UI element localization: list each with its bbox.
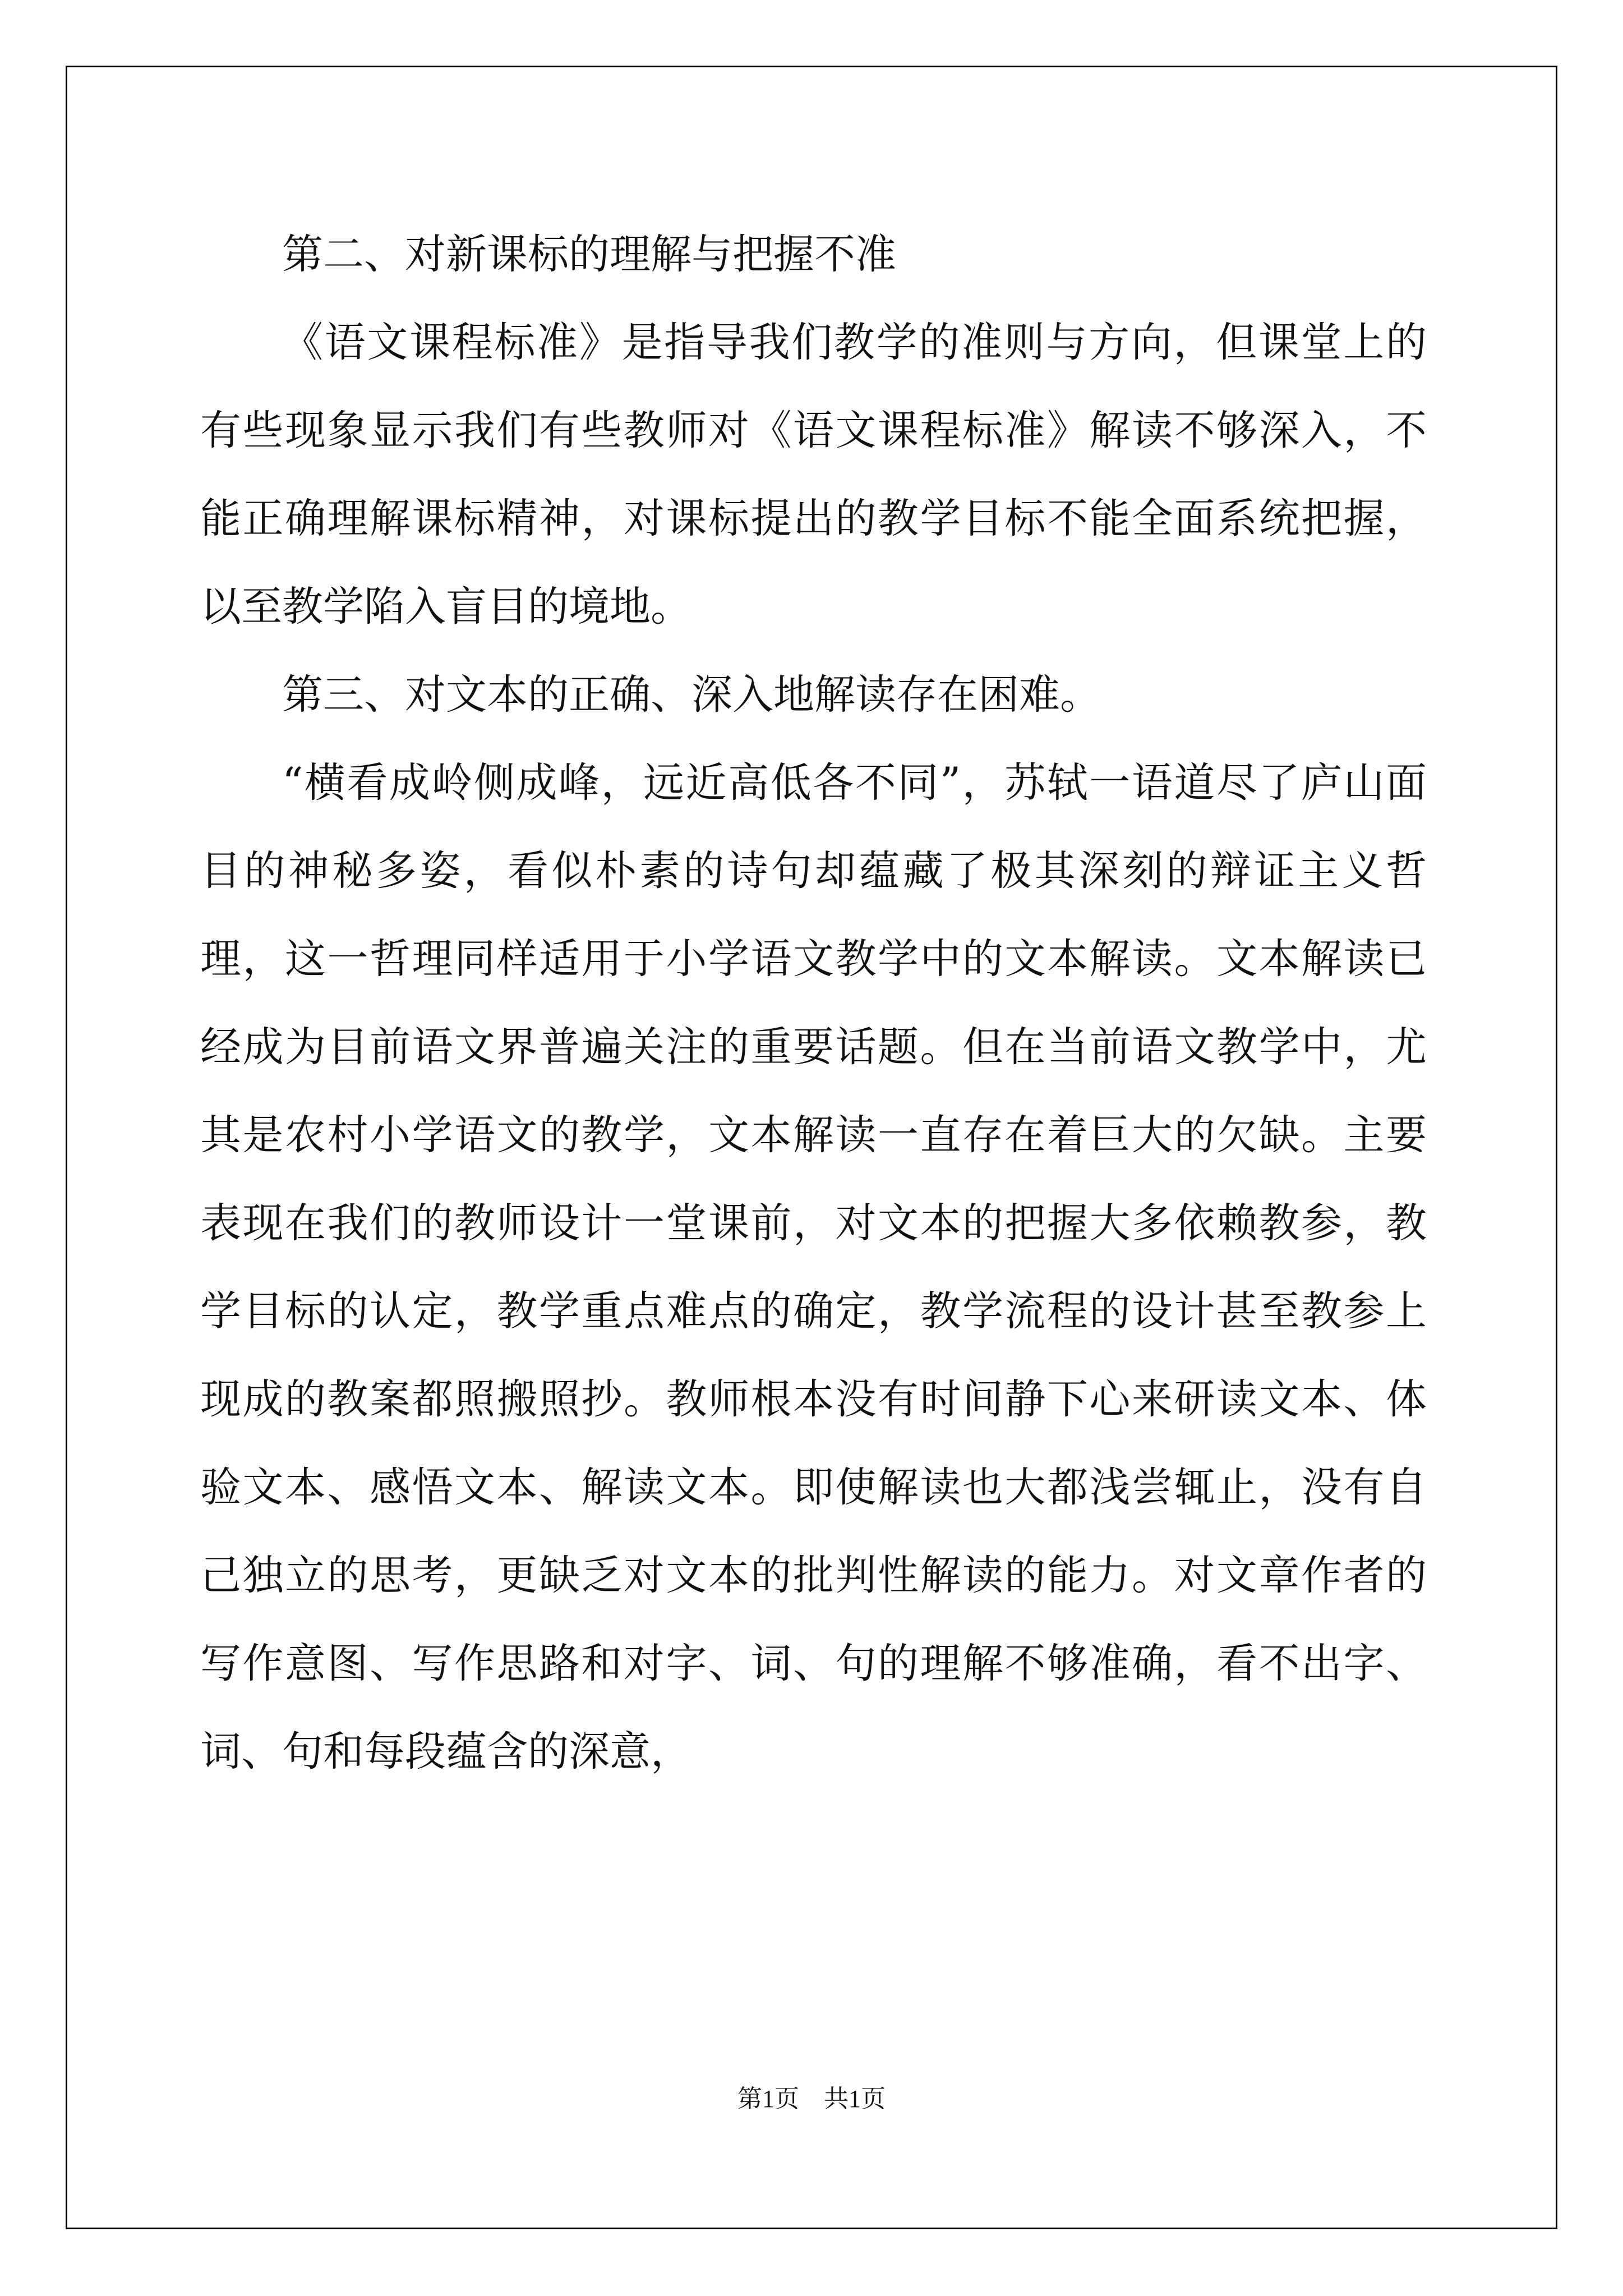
paragraph-text-interpretation: “横看成岭侧成峰，远近高低各不同”，苏轼一语道尽了庐山面目的神秘多姿，看似朴素的诗句却蕴藏了极其深刻的辩证主义哲理，这一哲理同样适用于小学语文教学中的文本解读。文本解读已经成为目前语文界普遍关注的重要话题。但在当前语文教学中，尤其是农村小学语文的教学，文本解读一直存在着巨大的欠缺。主要表现在我们的教师设计一堂课前，对文本的把握大多依赖教参，教学目标的认定，教学重点难点的确定，教学流程的设计甚至教参上现成的教案都照搬照抄。教师根本没有时间静下心来研读文本、体验文本、感悟文本、解读文本。即使解读也大都浅尝辄止，没有自己独立的思考，更缺乏对文本的批判性解读的能力。对文章作者的写作意图、写作思路和对字、词、句的理解不够准确，看不出字、词、句和每段蕴含的深意， xyxy=(200,759,1427,1775)
document-body xyxy=(200,210,1427,1796)
paragraph-curriculum-standard: 《语文课程标准》是指导我们教学的准则与方向，但课堂上的有些现象显示我们有些教师对《语文课程标准》解读不够深入，不能正确理解课标精神，对课标提出的教学目标不能全面系统把握，以至教学陷入盲目的境地。 xyxy=(200,319,1427,631)
page-footer: 第1页 共1页 xyxy=(737,2085,886,2113)
heading-third: 第三、对文本的正确、深入地解读存在困难。 xyxy=(282,671,1101,719)
heading-second: 第二、对新课标的理解与把握不准 xyxy=(282,231,896,278)
